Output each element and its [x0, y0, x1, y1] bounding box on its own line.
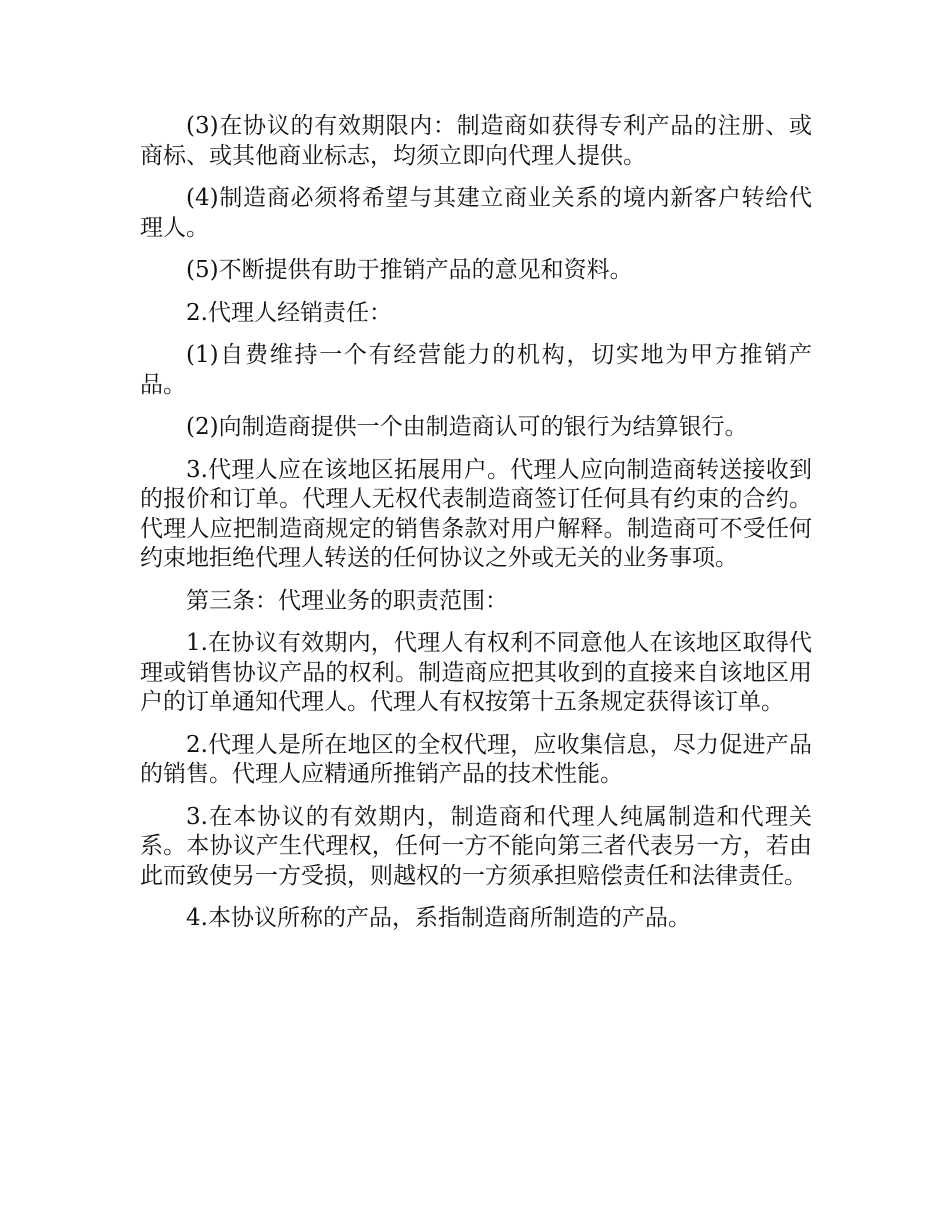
article-3-item-4: 4.本协议所称的产品，系指制造商所制造的产品。: [186, 905, 691, 931]
article-3-item-1: 1.在协议有效期内，代理人有权利不同意他人在该地区取得代理或销售协议产品的权利。制造商应把其收到的直接来自该地区用户的订单通知代理人。代理人有权按第十五条规定获得该订单。: [140, 630, 812, 715]
article-3-item-2: 2.代理人是所在地区的全权代理，应收集信息，尽力促进产品的销售。代理人应精通所推销产品的技术性能。: [140, 731, 812, 787]
article-3-item-3: 3.在本协议的有效期内，制造商和代理人纯属制造和代理关系。本协议产生代理权，任何一方不能向第三者代表另一方，若由此而致使另一方受损，则越权的一方须承担赔偿责任和法律责任。: [140, 803, 812, 889]
paragraph-4-new-customers: (4)制造商必须将希望与其建立商业关系的境内新客户转给代理人。: [140, 185, 812, 241]
paragraph-3-patent-notice: (3)在协议的有效期限内：制造商如获得专利产品的注册、或商标、或其他商业标志，均须立即向代理人提供。: [140, 113, 812, 169]
paragraph-1-agent-office: (1)自费维持一个有经营能力的机构，切实地为甲方推销产品。: [140, 342, 812, 398]
section-heading-agent-duties: 2.代理人经销责任：: [186, 299, 392, 326]
article-3-heading: 第三条：代理业务的职责范围：: [186, 587, 508, 614]
paragraph-2-settlement-bank: (2)向制造商提供一个由制造商认可的银行为结算银行。: [186, 414, 748, 440]
paragraph-3-expand-users: 3.代理人应在该地区拓展用户。代理人应向制造商转送接收到的报价和订单。代理人无权代表制造商签订任何具有约束的合约。代理人应把制造商规定的销售条款对用户解释。制造商可不受任何约束地拒绝代理人转送的任何协议之外或无关的业务事项。: [140, 456, 812, 571]
paragraph-5-materials: (5)不断提供有助于推销产品的意见和资料。: [186, 257, 633, 283]
